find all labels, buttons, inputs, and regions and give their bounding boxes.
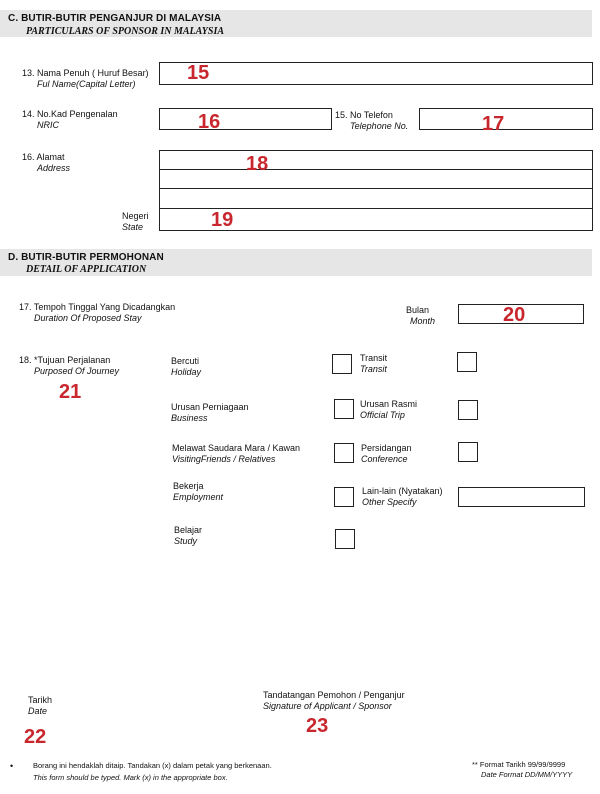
marker-16: 16 xyxy=(198,111,221,133)
option-visiting-checkbox[interactable] xyxy=(334,443,354,463)
option-conference-label: Persidangan Conference xyxy=(361,443,412,464)
marker-15: 15 xyxy=(187,62,210,84)
section-d-header xyxy=(0,249,592,276)
signature-label: Tandatangan Pemohon / Penganjur Signature of Applicant / Sponsor xyxy=(263,690,405,711)
telephone-field[interactable] xyxy=(419,108,593,130)
option-official-checkbox[interactable] xyxy=(458,400,478,420)
section-c-header xyxy=(0,10,592,37)
section-c-subtitle: PARTICULARS OF SPONSOR IN MALAYSIA xyxy=(26,26,225,37)
marker-20: 20 xyxy=(503,304,526,326)
full-name-field[interactable] xyxy=(159,62,593,85)
option-official-label: Urusan Rasmi Official Trip xyxy=(360,399,418,420)
bullet-icon: • xyxy=(10,761,14,771)
option-business-checkbox[interactable] xyxy=(334,399,354,419)
option-transit-label: Transit Transit xyxy=(360,353,388,374)
full-name-label: 13. Nama Penuh ( Huruf Besar) Ful Name(Capital Letter) xyxy=(22,68,149,89)
marker-22: 22 xyxy=(24,726,47,748)
state-label: Negeri State xyxy=(122,211,149,232)
purpose-label: 18. *Tujuan Perjalanan Purposed Of Journey xyxy=(19,355,120,376)
duration-unit-label: Bulan Month xyxy=(406,305,436,326)
typing-note: Borang ini hendaklah ditaip. Tandakan (x) dalam petak yang berkenaan. This form should be typed. Mark (x) in the appropriate box. xyxy=(33,761,272,782)
section-d-title: D. BUTIR-BUTIR PERMOHONAN xyxy=(8,252,164,263)
section-c-title: C. BUTIR-BUTIR PENGANJUR DI MALAYSIA xyxy=(8,13,222,24)
option-holiday-label: Bercuti Holiday xyxy=(171,356,202,377)
other-specify-field[interactable] xyxy=(458,487,585,507)
option-employment-label: Bekerja Employment xyxy=(173,481,224,502)
address-line-divider xyxy=(160,169,592,170)
address-label: 16. Alamat Address xyxy=(22,152,71,173)
option-business-label: Urusan Perniagaan Business xyxy=(171,402,249,423)
nric-label: 14. No.Kad Pengenalan NRIC xyxy=(22,109,118,130)
section-d-subtitle: DETAIL OF APPLICATION xyxy=(26,264,147,275)
telephone-label: 15. No Telefon Telephone No. xyxy=(335,110,409,131)
option-study-checkbox[interactable] xyxy=(335,529,355,549)
marker-17: 17 xyxy=(482,113,505,135)
marker-21: 21 xyxy=(59,381,82,403)
option-visiting-label: Melawat Saudara Mara / Kawan VisitingFriends / Relatives xyxy=(172,443,301,464)
marker-19: 19 xyxy=(211,209,234,231)
nric-field[interactable] xyxy=(159,108,332,130)
date-label: Tarikh Date xyxy=(28,695,53,716)
address-line-divider xyxy=(160,188,592,189)
option-study-label: Belajar Study xyxy=(174,525,203,546)
option-transit-checkbox[interactable] xyxy=(457,352,477,372)
option-conference-checkbox[interactable] xyxy=(458,442,478,462)
marker-18: 18 xyxy=(246,153,269,175)
date-format-note: ** Format Tarikh 99/99/9999 Date Format DD/MM/YYYY xyxy=(472,760,573,779)
option-employment-checkbox[interactable] xyxy=(334,487,354,507)
option-other-label: Lain-lain (Nyatakan) Other Specify xyxy=(362,486,443,507)
option-holiday-checkbox[interactable] xyxy=(332,354,352,374)
marker-23: 23 xyxy=(306,715,329,737)
duration-label: 17. Tempoh Tinggal Yang Dicadangkan Duration Of Proposed Stay xyxy=(19,302,176,323)
